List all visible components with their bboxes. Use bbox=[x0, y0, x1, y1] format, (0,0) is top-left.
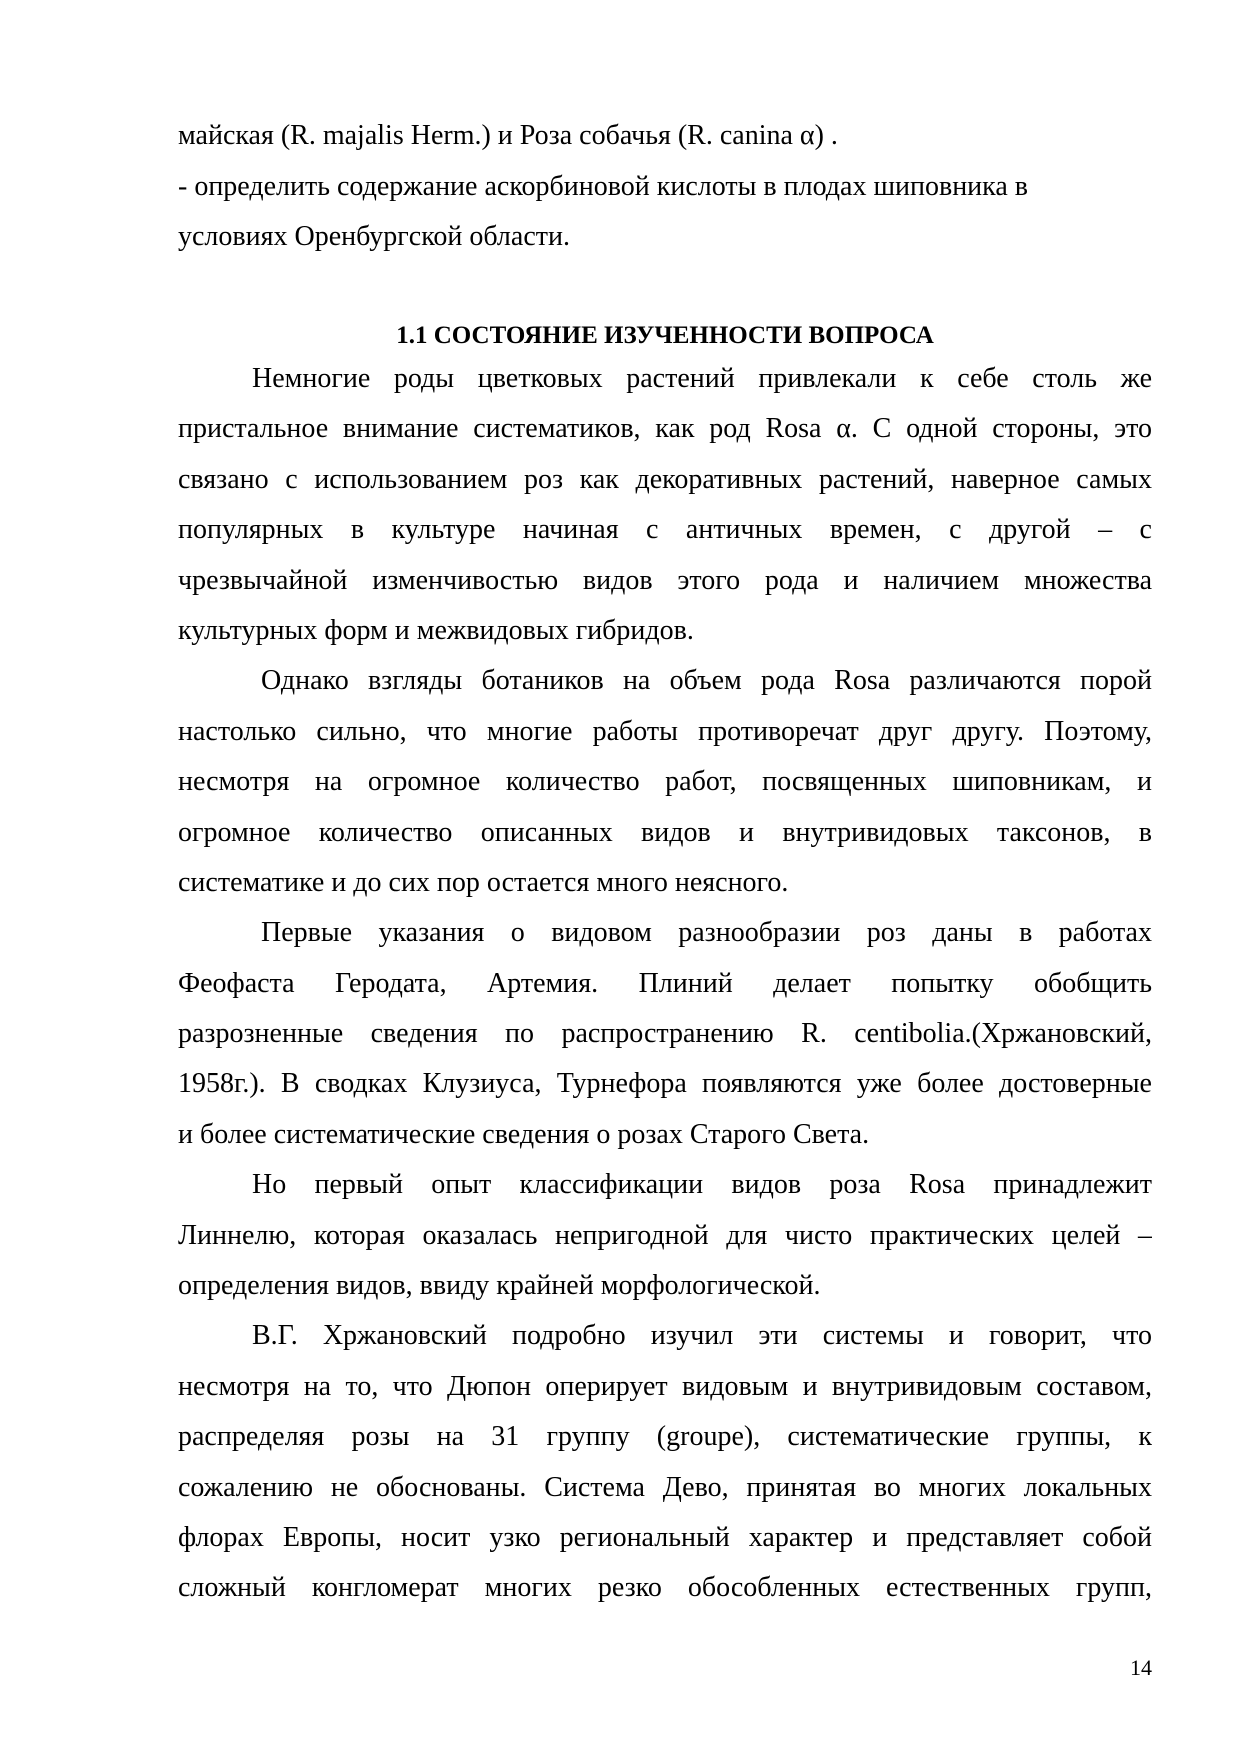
paragraph-line: культурных форм и межвидовых гибридов. bbox=[178, 614, 694, 646]
paragraph-line: Линнелю, которая оказалась непригодной для чисто практических целей – bbox=[178, 1219, 1152, 1251]
paragraph-line: сложный конгломерат многих резко обособленных естественных групп, bbox=[178, 1572, 1152, 1604]
paragraph-line: пристальное внимание систематиков, как род Rosa α. С одной стороны, это bbox=[178, 413, 1152, 445]
paragraph-line: определения видов, ввиду крайней морфологической. bbox=[178, 1270, 821, 1302]
paragraph-line: Но первый опыт классификации видов роза Rosa принадлежит bbox=[252, 1169, 1152, 1201]
paragraph-line: Феофаста Геродата, Артемия. Плиний делает попытку обобщить bbox=[178, 967, 1152, 999]
paragraph-line: систематике и до сих пор остается много неясного. bbox=[178, 866, 789, 898]
paragraph-line: огромное количество описанных видов и внутривидовых таксонов, в bbox=[178, 816, 1152, 848]
paragraph bbox=[178, 1311, 1152, 1613]
paragraph-line: 1958г.). В сводках Клузиуса, Турнефора появляются уже более достоверные bbox=[178, 1068, 1152, 1100]
paragraph-line: сожалению не обоснованы. Система Дево, принятая во многих локальных bbox=[178, 1471, 1152, 1503]
paragraph-line: разрозненные сведения по распространению R. centibolia.(Хржановский, bbox=[178, 1018, 1152, 1050]
paragraph-line: популярных в культуре начиная с античных времен, с другой – с bbox=[178, 514, 1152, 546]
paragraph-line: связано с использованием роз как декоративных растений, наверное самых bbox=[178, 463, 1152, 495]
section-heading: 1.1 СОСТОЯНИЕ ИЗУЧЕННОСТИ ВОПРОСА bbox=[396, 322, 934, 349]
intro-line: - определить содержание аскорбиновой кислоты в плодах шиповника в bbox=[178, 170, 1028, 202]
paragraph-line: чрезвычайной изменчивостью видов этого рода и наличием множества bbox=[178, 564, 1152, 596]
paragraph-line: распределяя розы на 31 группу (groupe), систематические группы, к bbox=[178, 1421, 1152, 1453]
paragraph-line: несмотря на то, что Дюпон оперирует видовым и внутривидовым составом, bbox=[178, 1370, 1152, 1402]
paragraph-line: Однако взгляды ботаников на объем рода Rosa различаются порой bbox=[261, 665, 1152, 697]
intro-text bbox=[178, 111, 1152, 263]
paragraph-line: В.Г. Хржановский подробно изучил эти системы и говорит, что bbox=[252, 1320, 1152, 1352]
paragraph bbox=[178, 908, 1152, 1160]
paragraph-line: настолько сильно, что многие работы противоречат друг другу. Поэтому, bbox=[178, 715, 1152, 747]
page-number: 14 bbox=[1130, 1655, 1152, 1680]
paragraph-line: и более систематические сведения о розах Старого Света. bbox=[178, 1118, 870, 1150]
intro-line: условиях Оренбургской области. bbox=[178, 221, 570, 252]
intro-line: майская (R. majalis Herm.) и Роза собачья (R. canina α) . bbox=[178, 120, 838, 151]
paragraph-line: флорах Европы, носит узко региональный характер и представляет собой bbox=[178, 1521, 1152, 1553]
paragraph-line: несмотря на огромное количество работ, посвященных шиповникам, и bbox=[178, 766, 1152, 798]
paragraph bbox=[178, 656, 1152, 908]
body-text bbox=[178, 354, 1152, 1614]
paragraph bbox=[178, 354, 1152, 656]
paragraph-line: Первые указания о видовом разнообразии роз даны в работах bbox=[261, 917, 1152, 949]
paragraph bbox=[178, 1160, 1152, 1311]
paragraph-line: Немногие роды цветковых растений привлекали к себе столь же bbox=[252, 363, 1152, 394]
